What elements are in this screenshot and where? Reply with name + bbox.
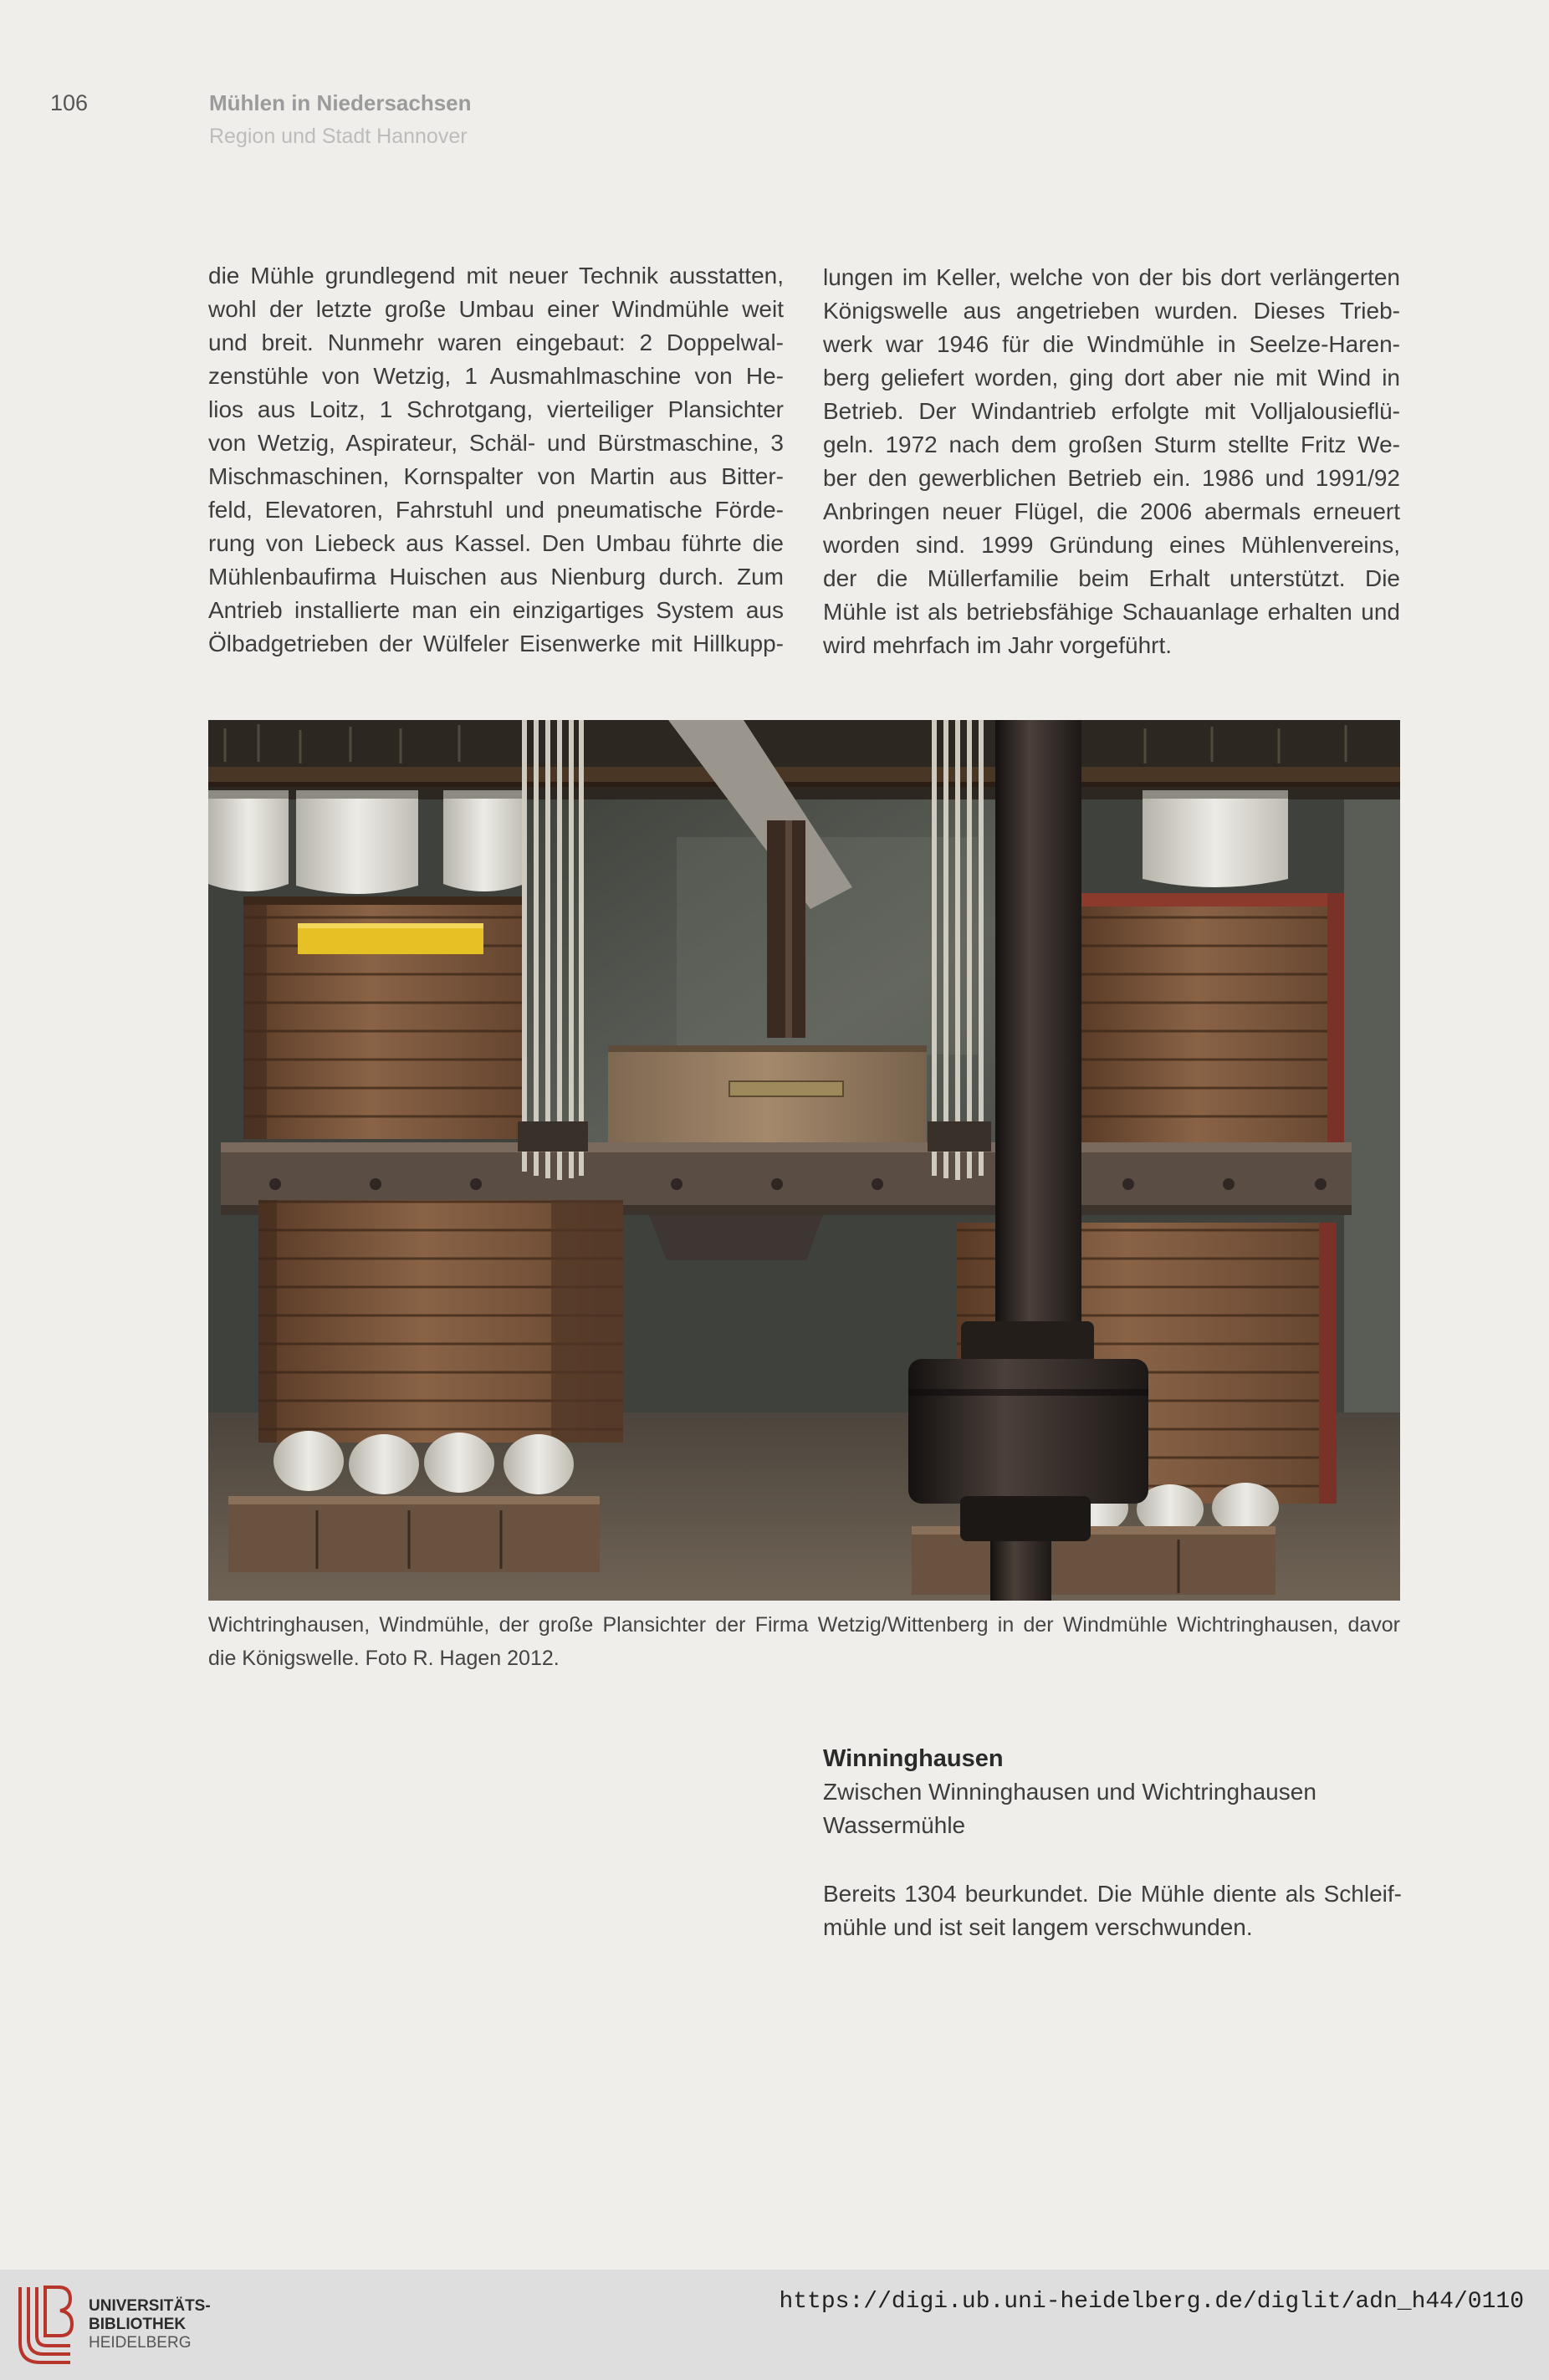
digitization-url: https://digi.ub.uni-heidelberg.de/diglit/adn_h44/0110 <box>779 2289 1524 2315</box>
caption-line: Wichtringhausen, Windmühle, der große Plansichter der Firma Wetzig/Wittenberg in der Windmühle Wichtringhausen, davor <box>208 1613 1400 1637</box>
body-line: berg geliefert worden, ging dort aber nie mit Wind in <box>823 365 1400 391</box>
library-name-line: HEIDELBERG <box>89 2334 192 2352</box>
body-line: Ölbadgetrieben der Wülfeler Eisenwerke mit Hillkupp- <box>208 631 784 656</box>
running-subtitle: Region und Stadt Hannover <box>209 125 468 148</box>
mill-entry-winninghausen <box>823 1742 1402 1944</box>
body-line: Antrieb installierte man ein einzigartiges System aus <box>208 597 784 623</box>
body-line: lios aus Loitz, 1 Schrotgang, vierteiliger Plansichter <box>208 396 784 422</box>
body-line: wird mehrfach im Jahr vorgeführt. <box>823 632 1173 658</box>
body-line: Mühle ist als betriebsfähige Schauanlage erhalten und <box>823 599 1400 625</box>
body-line: Königswelle aus angetrieben wurden. Dieses Trieb- <box>823 298 1400 324</box>
ub-heidelberg-logo-icon <box>15 2282 77 2373</box>
body-line: geln. 1972 nach dem großen Sturm stellte Fritz We- <box>823 432 1400 457</box>
drawer-base-left <box>228 1496 600 1572</box>
ceiling-beam <box>208 767 1400 784</box>
mill-entry-text-line: Bereits 1304 beurkundet. Die Mühle diente als Schleif- <box>823 1881 1402 1907</box>
body-line: Betrieb. Der Windantrieb erfolgte mit Volljalousieflü- <box>823 398 1400 424</box>
plansichter-box-middle <box>608 1045 927 1150</box>
library-name <box>89 2297 211 2352</box>
body-column-left <box>208 259 784 661</box>
spacer <box>823 1842 1402 1877</box>
mill-entry-text-line: mühle und ist seit langem verschwunden. <box>823 1914 1253 1940</box>
body-line: rung von Liebeck aus Kassel. Den Umbau führte die <box>208 530 784 556</box>
mill-entry-location: Zwischen Winninghausen und Wichtringhausen <box>823 1779 1316 1805</box>
mill-entry-type: Wassermühle <box>823 1812 966 1838</box>
body-column-right <box>823 261 1400 662</box>
running-title: Mühlen in Niedersachsen <box>209 90 472 115</box>
body-line: der die Müllerfamilie beim Erhalt unterstützt. Die <box>823 565 1400 591</box>
body-line: Mühlenbaufirma Huischen aus Nienburg durch. Zum <box>208 564 784 590</box>
body-line: Anbringen neuer Flügel, die 2006 abermals erneuert <box>823 498 1400 524</box>
photo-illustration <box>208 720 1400 1601</box>
page-number: 106 <box>50 90 89 115</box>
plansichter-box-lower-left <box>258 1200 623 1443</box>
library-name-line: UNIVERSITÄTS- <box>89 2297 211 2315</box>
body-line: werk war 1946 für die Windmühle in Seelze-Haren- <box>823 331 1400 357</box>
body-line: zenstühle von Wetzig, 1 Ausmahlmaschine von He- <box>208 363 784 389</box>
body-line: und breit. Nunmehr waren eingebaut: 2 Doppelwal- <box>208 329 784 355</box>
figure-caption <box>208 1608 1400 1675</box>
body-line: die Mühle grundlegend mit neuer Technik ausstatten, <box>208 263 784 289</box>
photo-plansichter <box>208 720 1400 1601</box>
body-line: feld, Elevatoren, Fahrstuhl und pneumatische Förde- <box>208 497 784 523</box>
plansichter-box-upper-right <box>1078 893 1344 1157</box>
body-line: wohl der letzte große Umbau einer Windmühle weit <box>208 296 784 322</box>
body-line: von Wetzig, Aspirateur, Schäl- und Bürstmaschine, 3 <box>208 430 784 456</box>
caption-line: die Königswelle. Foto R. Hagen 2012. <box>208 1647 560 1670</box>
body-line: lungen im Keller, welche von der bis dort verlängerten <box>823 264 1400 290</box>
body-line: ber den gewerblichen Betrieb ein. 1986 und 1991/92 <box>823 465 1400 491</box>
body-line: Mischmaschinen, Kornspalter von Martin aus Bitter- <box>208 463 784 489</box>
mill-entry-heading: Winninghausen <box>823 1745 1004 1772</box>
library-name-line: BIBLIOTHEK <box>89 2316 187 2333</box>
body-line: worden sind. 1999 Gründung eines Mühlenvereins, <box>823 532 1400 558</box>
